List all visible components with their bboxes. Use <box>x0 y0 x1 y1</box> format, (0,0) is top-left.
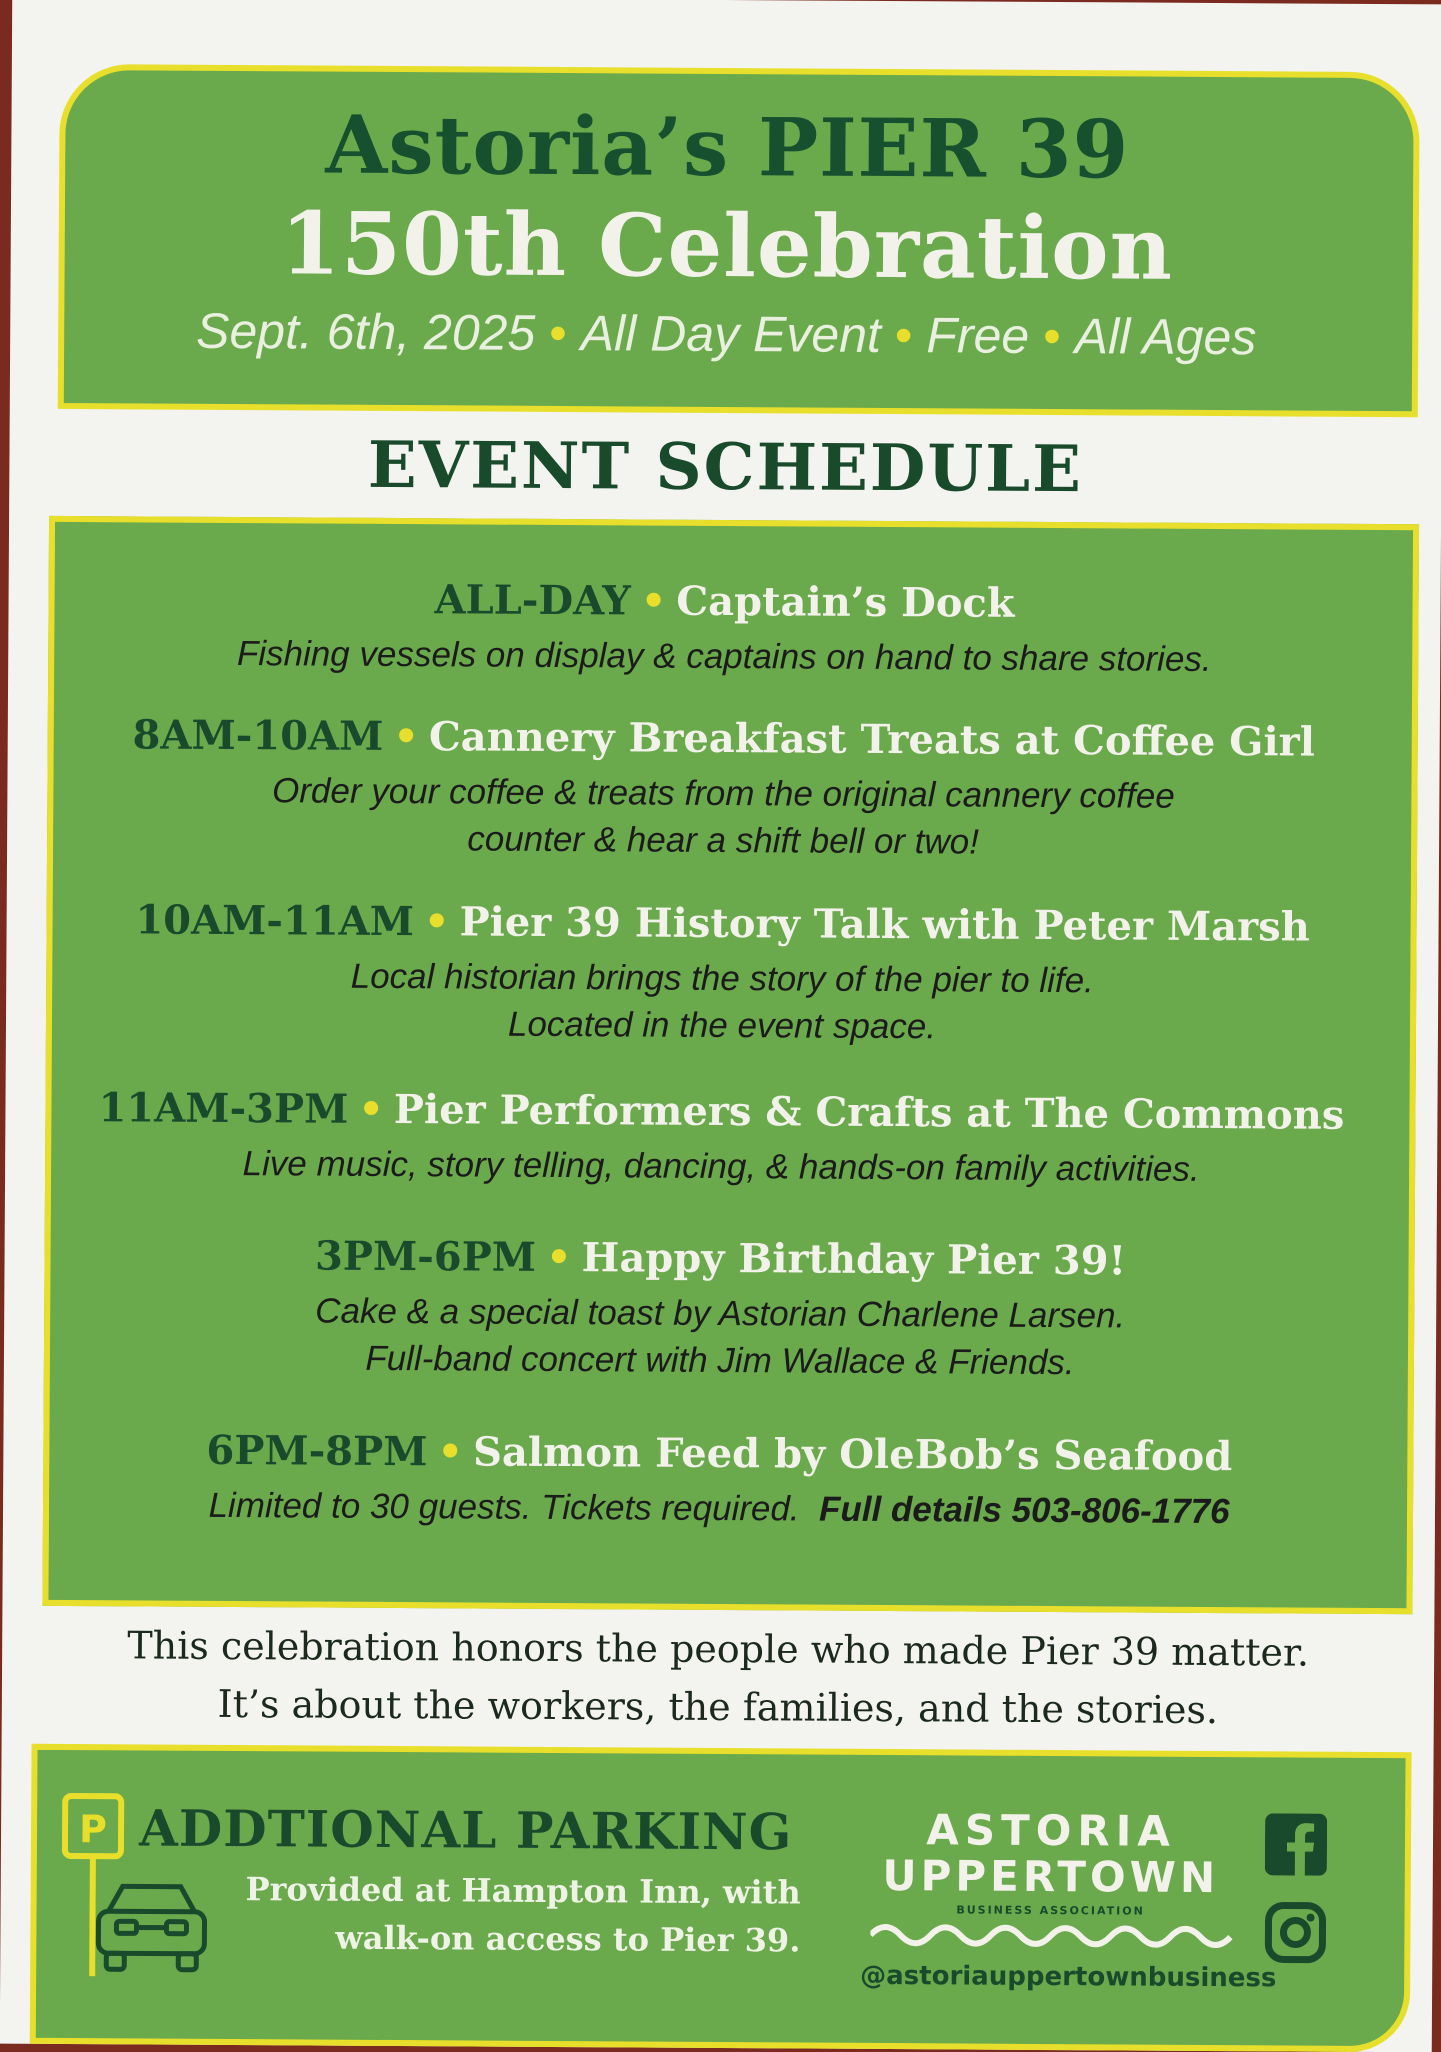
parking-line: Provided at Hampton Inn, with <box>221 1865 801 1917</box>
honors-line: This celebration honors the people who made Pier 39 matter. <box>2 1616 1434 1683</box>
event-cost: Free <box>926 307 1029 364</box>
flyer-subtitle: 150th Celebration <box>10 192 1441 302</box>
schedule-heading: EVENT SCHEDULE <box>9 426 1441 510</box>
event-info-line <box>10 301 1441 368</box>
event-description: Located in the event space. <box>6 998 1438 1054</box>
schedule-event <box>7 711 1440 869</box>
association-logo <box>866 1807 1237 1918</box>
event-title: Cannery Breakfast Treats at Coffee Girl <box>429 713 1315 765</box>
association-name-line: UPPERTOWN <box>866 1853 1236 1901</box>
separator-dot: • <box>895 307 913 363</box>
event-title: Pier Performers & Crafts at The Commons <box>394 1086 1345 1139</box>
event-time: 6PM-8PM <box>206 1427 427 1475</box>
event-title: Pier 39 History Talk with Peter Marsh <box>459 898 1310 950</box>
schedule-event <box>3 1426 1436 1537</box>
parking-line: walk-on access to Pier 39. <box>220 1913 800 1965</box>
schedule-event <box>6 896 1439 1054</box>
event-description: Fishing vessels on display & captains on hand to share stories. <box>8 629 1440 685</box>
event-details-phone: Full details 503-806-1776 <box>819 1490 1230 1532</box>
event-duration: All Day Event <box>581 305 881 363</box>
separator-dot: • <box>393 713 419 760</box>
association-name-line: ASTORIA <box>866 1807 1236 1855</box>
social-handle[interactable]: @astoriauppertownbusiness <box>860 1961 1330 1994</box>
separator-dot: • <box>1043 308 1061 364</box>
event-description: Limited to 30 guests. Tickets required. <box>208 1486 799 1529</box>
waves-icon <box>870 1913 1240 1951</box>
schedule-event <box>5 1084 1438 1195</box>
separator-dot: • <box>358 1086 384 1133</box>
flyer-title: Astoria’s PIER 39 <box>11 96 1441 199</box>
event-time: ALL-DAY <box>434 576 630 624</box>
event-description: Cake & a special toast by Astorian Charlene Larsen. <box>4 1286 1436 1342</box>
event-description: Local historian brings the story of the pier to life. <box>6 951 1438 1007</box>
event-description: Order your coffee & treats from the original cannery coffee <box>7 766 1439 822</box>
event-description: Live music, story telling, dancing, & hands-on family activities. <box>5 1139 1437 1195</box>
event-time: 8AM-10AM <box>132 711 383 760</box>
event-time: 3PM-6PM <box>315 1233 536 1281</box>
schedule-event <box>8 574 1441 685</box>
event-time: 11AM-3PM <box>98 1084 348 1133</box>
event-ages: All Ages <box>1075 308 1257 365</box>
car-icon <box>98 1886 205 1970</box>
honors-line: It’s about the workers, the families, and the stories. <box>2 1674 1434 1741</box>
separator-dot: • <box>549 305 567 361</box>
parking-title: ADDTIONAL PARKING <box>139 1798 793 1861</box>
event-title: Salmon Feed by OleBob’s Seafood <box>473 1428 1233 1480</box>
event-date: Sept. 6th, 2025 <box>196 303 536 361</box>
separator-dot: • <box>546 1234 572 1281</box>
parking-sign-letter: P <box>79 1807 107 1851</box>
instagram-icon[interactable] <box>1264 1901 1326 1963</box>
association-subtitle: BUSINESS ASSOCIATION <box>866 1903 1236 1918</box>
event-description: Full-band concert with Jim Wallace & Friends. <box>4 1333 1436 1389</box>
separator-dot: • <box>424 898 450 945</box>
parking-details <box>220 1865 801 1965</box>
separator-dot: • <box>641 577 667 624</box>
event-time: 10AM-11AM <box>135 896 414 945</box>
event-title: Captain’s Dock <box>676 578 1014 627</box>
facebook-icon[interactable] <box>1265 1813 1327 1875</box>
event-title: Happy Birthday Pier 39! <box>581 1234 1126 1284</box>
schedule-event <box>4 1231 1437 1389</box>
honors-statement <box>2 1616 1435 1741</box>
event-description: counter & hear a shift bell or two! <box>7 813 1439 869</box>
separator-dot: • <box>437 1428 463 1475</box>
